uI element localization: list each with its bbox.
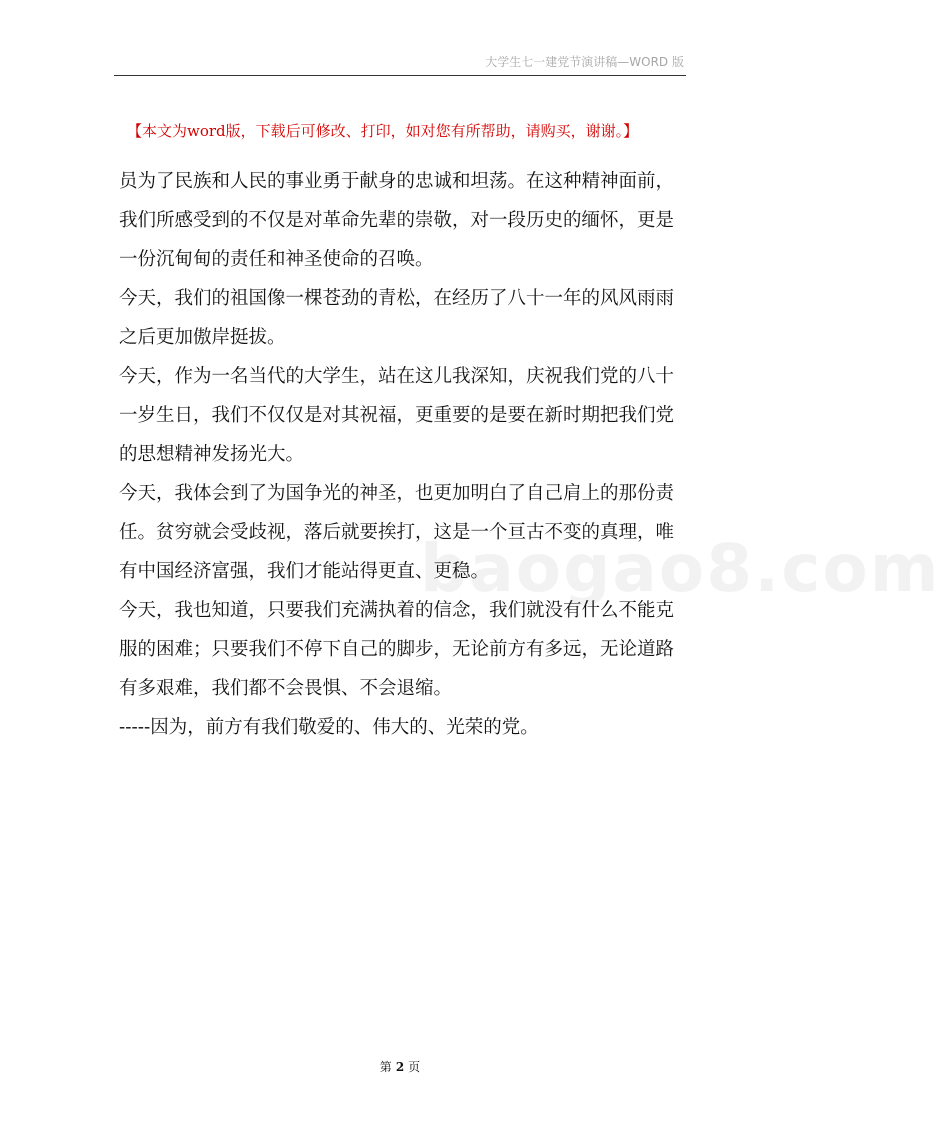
paragraph: -----因为，前方有我们敬爱的、伟大的、光荣的党。 bbox=[119, 717, 539, 738]
page-prefix: 第 bbox=[379, 1060, 392, 1074]
watermark: baogao8.com bbox=[420, 530, 940, 607]
paragraph: 今天，我们的祖国像一棵苍劲的青松，在经历了八十一年的风风雨雨之后更加傲岸挺拔。 bbox=[119, 288, 675, 348]
paragraph: 今天，我体会到了为国争光的神圣，也更加明白了自己肩上的那份责任。贫穷就会受歧视，落后就要挨打，这是一个亘古不变的真理，唯有中国经济富强，我们才能站得更直、更稳。 bbox=[119, 483, 675, 582]
document-body bbox=[119, 162, 685, 747]
paragraph: 员为了民族和人民的事业勇于献身的忠诚和坦荡。在这种精神面前，我们所感受到的不仅是对革命先辈的崇敬，对一段历史的缅怀，更是一份沉甸甸的责任和神圣使命的召唤。 bbox=[119, 171, 675, 270]
paragraph: 今天，作为一名当代的大学生，站在这儿我深知，庆祝我们党的八十一岁生日，我们不仅仅是对其祝福，更重要的是要在新时期把我们党的思想精神发扬光大。 bbox=[119, 366, 675, 465]
purchase-notice: 【本文为word版，下载后可修改、打印，如对您有所帮助，请购买，谢谢。】 bbox=[127, 122, 639, 140]
page-number: 2 bbox=[395, 1060, 405, 1074]
page-suffix: 页 bbox=[408, 1060, 421, 1074]
running-header: 大学生七一建党节演讲稿—WORD 版 bbox=[485, 55, 684, 69]
header-divider bbox=[114, 75, 686, 76]
page-footer bbox=[0, 1058, 800, 1075]
paragraph: 今天，我也知道，只要我们充满执着的信念，我们就没有什么不能克服的困难；只要我们不停下自己的脚步，无论前方有多远，无论道路有多艰难，我们都不会畏惧、不会退缩。 bbox=[119, 600, 675, 699]
